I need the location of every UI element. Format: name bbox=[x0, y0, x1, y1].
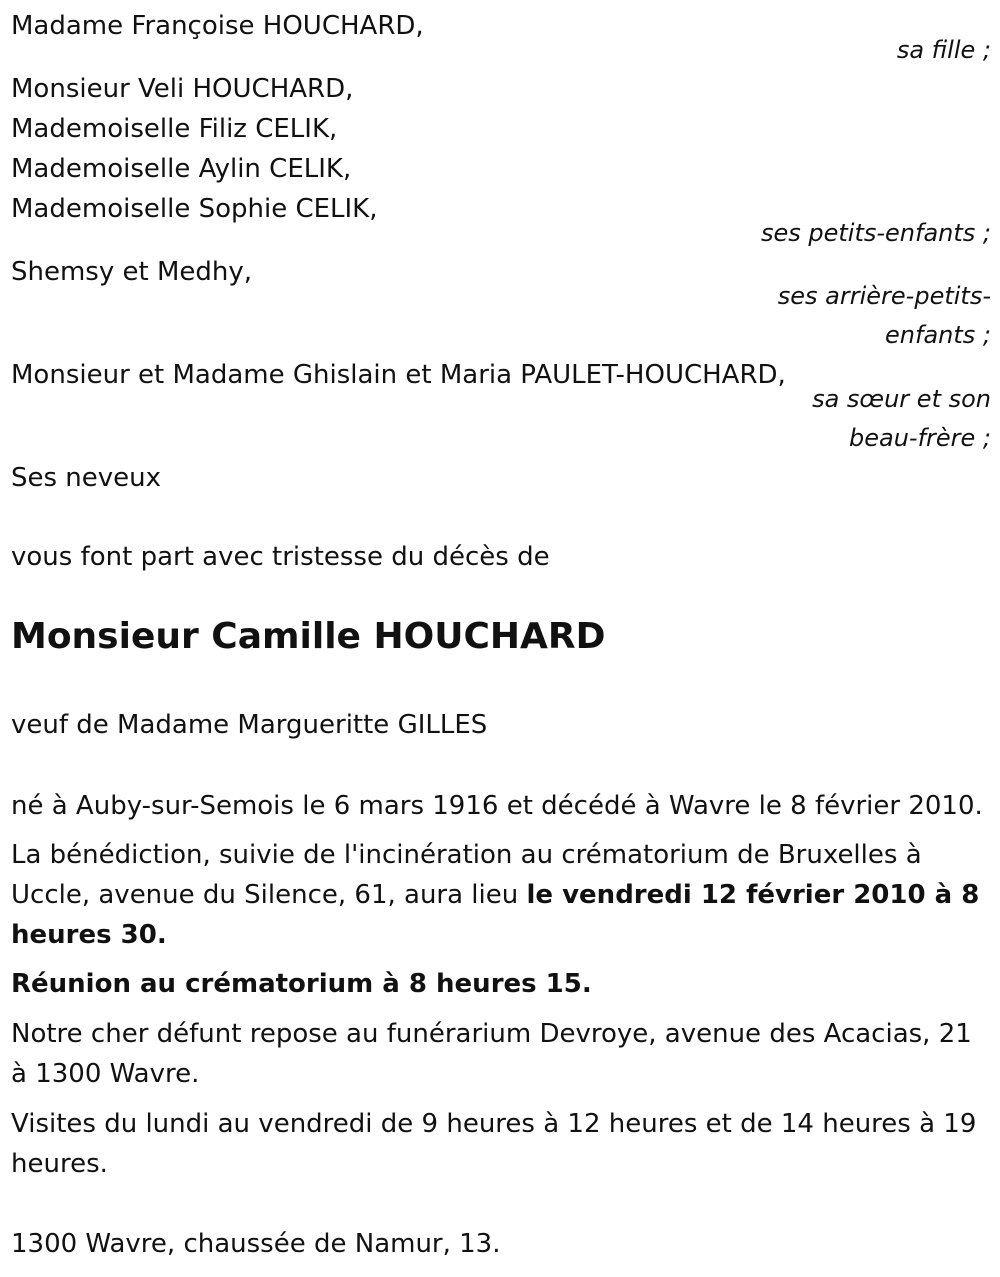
birth-death: né à Auby-sur-Semois le 6 mars 1916 et décédé à Wavre le 8 février 2010. bbox=[11, 791, 983, 821]
great-grandchildren-role-2: enfants ; bbox=[885, 321, 991, 349]
widower-of: veuf de Madame Margueritte GILLES bbox=[11, 710, 488, 740]
daughter-role: sa fille ; bbox=[896, 36, 991, 64]
intro-text: vous font part avec tristesse du décès de bbox=[11, 542, 550, 572]
daughter-name: Madame Françoise HOUCHARD, bbox=[11, 11, 424, 41]
ceremony-line-2 bbox=[11, 875, 979, 915]
deceased-name: Monsieur Camille HOUCHARD bbox=[11, 616, 606, 657]
ceremony-date: le vendredi 12 février 2010 à 8 bbox=[526, 880, 980, 910]
address: 1300 Wavre, chaussée de Namur, 13. bbox=[11, 1229, 501, 1259]
ceremony-time: heures 30. bbox=[11, 920, 167, 950]
ceremony-place: Uccle, avenue du Silence, 61, aura lieu bbox=[11, 880, 527, 910]
repose-line-1: Notre cher défunt repose au funérarium Devroye, avenue des Acacias, 21 bbox=[11, 1019, 972, 1049]
ceremony-line-1: La bénédiction, suivie de l'incinération au crématorium de Bruxelles à bbox=[11, 840, 922, 870]
sister-role-1: sa sœur et son bbox=[812, 385, 991, 413]
grandchild-1: Monsieur Veli HOUCHARD, bbox=[11, 74, 354, 104]
sister-role-2: beau-frère ; bbox=[848, 424, 991, 452]
repose-line-2: à 1300 Wavre. bbox=[11, 1059, 200, 1089]
grandchildren-role: ses petits-enfants ; bbox=[760, 219, 991, 247]
grandchild-2: Mademoiselle Filiz CELIK, bbox=[11, 114, 338, 144]
visits-line-2: heures. bbox=[11, 1149, 108, 1179]
nephews: Ses neveux bbox=[11, 463, 162, 493]
meeting-notice: Réunion au crématorium à 8 heures 15. bbox=[11, 969, 592, 999]
sister-couple: Monsieur et Madame Ghislain et Maria PAULET-HOUCHARD, bbox=[11, 360, 786, 390]
grandchild-3: Mademoiselle Aylin CELIK, bbox=[11, 154, 352, 184]
great-grandchildren: Shemsy et Medhy, bbox=[11, 257, 253, 287]
visits-line-1: Visites du lundi au vendredi de 9 heures à 12 heures et de 14 heures à 19 bbox=[11, 1109, 977, 1139]
grandchild-4: Mademoiselle Sophie CELIK, bbox=[11, 194, 378, 224]
great-grandchildren-role-1: ses arrière-petits- bbox=[777, 282, 991, 310]
